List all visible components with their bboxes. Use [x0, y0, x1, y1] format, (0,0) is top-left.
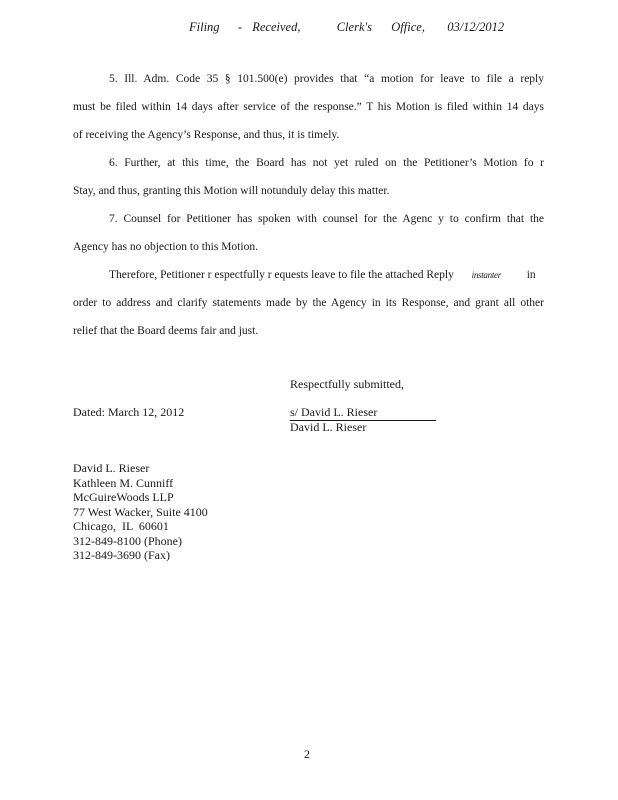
- header-dash: -: [237, 20, 242, 34]
- therefore-line-1: [109, 268, 536, 282]
- counsel-line: 312-849-3690 (Fax): [73, 548, 170, 562]
- paragraph-5-line-2: must be filed within 14 days after service of the response.” T his Motion is filed within 14 days: [73, 101, 544, 113]
- counsel-line: Kathleen M. Cunniff: [73, 475, 174, 490]
- paragraph-6-line-1: 6. Further, at this time, the Board has not yet ruled on the Petitioner’s Motion fo r: [109, 157, 544, 169]
- therefore-line-1-text: Therefore, Petitioner r espectfully r equests leave to file the attached Reply: [109, 269, 454, 281]
- signature-line: s/ David L. Rieser: [290, 405, 436, 421]
- header-office: Office,: [391, 20, 425, 34]
- header-received: Received,: [252, 20, 301, 34]
- paragraph-7-line-2: Agency has no objection to this Motion.: [73, 241, 258, 253]
- page-number: 2: [304, 747, 310, 761]
- filing-stamp-header: [189, 20, 504, 35]
- counsel-line: Chicago, IL 60601: [73, 519, 169, 533]
- header-date: 03/12/2012: [447, 20, 505, 34]
- counsel-block: [73, 461, 208, 563]
- paragraph-6-line-2: Stay, and thus, granting this Motion will notunduly delay this matter.: [73, 185, 390, 197]
- therefore-line-1-end: in: [526, 269, 536, 281]
- counsel-line: McGuireWoods LLP: [73, 490, 174, 504]
- dated-line: Dated: March 12, 2012: [73, 405, 185, 419]
- paragraph-5-line-3: of receiving the Agency’s Response, and thus, it is timely.: [73, 129, 340, 141]
- counsel-line: 77 West Wacker, Suite 4100: [73, 504, 208, 519]
- header-filing: Filing: [189, 20, 220, 34]
- counsel-line: David L. Rieser: [73, 461, 150, 475]
- paragraph-7-line-1: 7. Counsel for Petitioner has spoken with counsel for the Agenc y to confirm that the: [109, 213, 544, 225]
- header-clerks: Clerk's: [336, 20, 373, 34]
- signer-name: David L. Rieser: [290, 420, 367, 434]
- therefore-line-2: order to address and clarify statements made by the Agency in its Response, and grant all other: [73, 297, 544, 309]
- paragraph-5-line-1: 5. Ill. Adm. Code 35 § 101.500(e) provides that “a motion for leave to file a reply: [109, 73, 544, 85]
- counsel-line: 312-849-8100 (Phone): [73, 533, 182, 548]
- respectfully-submitted: Respectfully submitted,: [290, 377, 404, 391]
- instanter-italic: instanter: [471, 270, 501, 280]
- therefore-line-3: relief that the Board deems fair and just.: [73, 325, 259, 337]
